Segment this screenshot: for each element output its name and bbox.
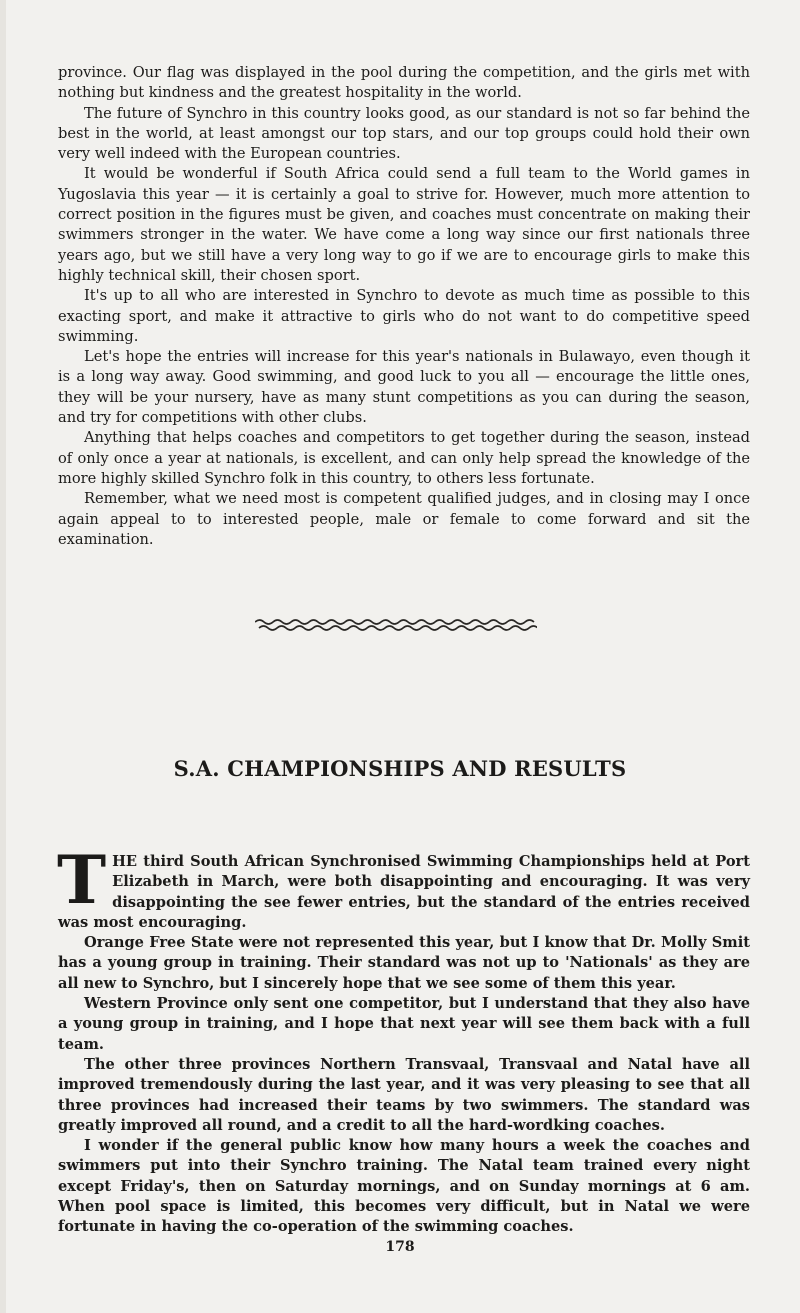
wave-ornament-divider [255,617,537,633]
paragraph: Let's hope the entries will increase for this year's nationals in Bulawayo, even though it is a long way away. Good swimming, and good luck to you all — encourage the little ones, they will be your nursery, have as many stunt competitions as you can during the season, and try for competitions with other clubs. [58,348,750,427]
section-body [57,841,750,1238]
paragraph: The other three provinces Northern Transvaal, Transvaal and Natal have all improved tremendously during the last year, and it was very pleasing to see that all three provinces had increased their teams by two swimmers. The standard was greatly improved all round, and a credit to all the hard-wordking coaches. [58,1055,750,1134]
paragraph: Orange Free State were not represented this year, but I know that Dr. Molly Smit has a young group in training. Their standard was not up to 'Nationals' as they are all new to Synchro, but I sincerely hope that we see some of them this year. [58,934,750,992]
paragraph: province. Our flag was displayed in the pool during the competition, and the girls met with nothing but kindness and the greatest hospitality in the world. [58,64,750,102]
paragraph: Western Province only sent one competitor, but I understand that they also have a young group in training, and I hope that next year will see them back with a full team. [58,995,750,1053]
page-edge-shadow [0,0,6,1313]
paragraph: Remember, what we need most is competent qualified judges, and in closing may I once again appeal to to interested people, male or female to come forward and sit the examination. [58,490,750,548]
paragraph: Anything that helps coaches and competitors to get together during the season, instead of only once a year at nationals, is excellent, and can only help spread the knowledge of the more highly skilled Synchro folk in this country, to others less fortunate. [58,429,750,487]
paragraph-with-drop-cap [57,841,750,933]
article-continuation [58,63,750,550]
paragraph: It's up to all who are interested in Synchro to devote as much time as possible to this exacting sport, and make it attractive to girls who do not want to do competitive speed swimming. [58,287,750,345]
paragraph-text: HE third South African Synchronised Swimming Championships held at Port Elizabeth in March, were both disappointing and encouraging. It was very disappointing the see fewer entries, but the standard of the entries received was most encouraging. [58,853,750,931]
page-number: 178 [385,1239,415,1255]
section-heading: S.A. CHAMPIONSHIPS AND RESULTS [173,756,627,781]
drop-cap-letter: T [57,841,107,919]
paragraph: It would be wonderful if South Africa could send a full team to the World games in Yugoslavia this year — it is certainly a goal to strive for. However, much more attention to correct position in the figures must be given, and coaches must concentrate on making their swimmers stronger in the water. We have come a long way since our first nationals three years ago, but we still have a very long way to go if we are to encourage girls to make this highly technical skill, their chosen sport. [58,165,750,284]
paragraph: I wonder if the general public know how many hours a week the coaches and swimmers put into their Synchro training. The Natal team trained every night except Friday's, then on Saturday mornings, and on Sunday mornings at 6 am. When pool space is limited, this becomes very difficult, but in Natal we were fortunate in having the co-operation of the swimming coaches. [58,1137,750,1236]
paragraph: The future of Synchro in this country looks good, as our standard is not so far behind the best in the world, at least amongst our top stars, and our top groups could hold their own very well indeed with the European countries. [58,104,750,163]
